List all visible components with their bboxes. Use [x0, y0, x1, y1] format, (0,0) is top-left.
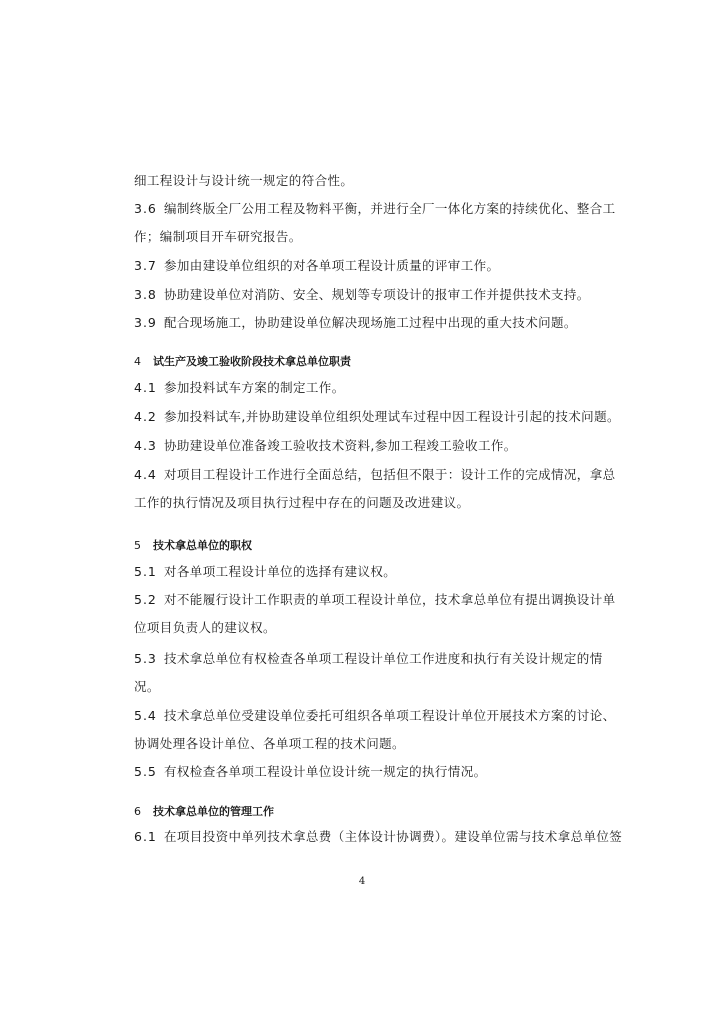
clause-number: 5.2 — [134, 592, 157, 607]
clause-number: 4.4 — [134, 467, 157, 482]
page-number: 4 — [358, 876, 366, 887]
line-text: 细工程设计与设计统一规定的符合性。 — [134, 173, 354, 188]
paragraph-line — [134, 258, 499, 274]
line-text: 参加投料试车方案的制定工作。 — [164, 380, 345, 395]
clause-number: 3.8 — [134, 287, 157, 302]
line-text: 参加由建设单位组织的对各单项工程设计质量的评审工作。 — [164, 258, 500, 273]
section-number: 6 — [134, 805, 141, 818]
paragraph-line — [134, 229, 302, 245]
line-text: 作；编制项目开车研究报告。 — [134, 229, 302, 244]
line-text: 对各单项工程设计单位的选择有建议权。 — [164, 564, 397, 579]
section-title: 技术拿总单位的职权 — [153, 539, 252, 552]
line-text: 协助建设单位对消防、安全、规划等专项设计的报审工作并提供技术支持。 — [164, 287, 590, 302]
paragraph-line — [134, 467, 616, 483]
clause-number: 5.3 — [134, 651, 157, 666]
paragraph-line — [134, 201, 616, 217]
paragraph-line — [134, 592, 616, 608]
section-title: 技术拿总单位的管理工作 — [153, 805, 274, 818]
clause-number: 5.1 — [134, 564, 157, 579]
line-text: 编制终版全厂公用工程及物料平衡，并进行全厂一体化方案的持续优化、整合工 — [164, 201, 616, 216]
section-heading — [134, 539, 252, 553]
clause-number: 3.7 — [134, 258, 157, 273]
line-text: 对不能履行设计工作职责的单项工程设计单位，技术拿总单位有提出调换设计单 — [164, 592, 616, 607]
line-text: 位项目负责人的建议权。 — [134, 620, 276, 635]
clause-number: 5.5 — [134, 764, 157, 779]
paragraph-line — [134, 409, 620, 425]
line-text: 在项目投资中单列技术拿总费（主体设计协调费）。建设单位需与技术拿总单位签 — [164, 829, 623, 844]
line-text: 协调处理各设计单位、各单项工程的技术问题。 — [134, 736, 405, 751]
line-text: 协助建设单位准备竣工验收技术资料,参加工程竣工验收工作。 — [164, 438, 517, 453]
section-heading — [134, 805, 274, 819]
clause-number: 4.3 — [134, 438, 157, 453]
paragraph-line — [134, 651, 603, 667]
clause-number: 5.4 — [134, 708, 157, 723]
paragraph-line — [134, 708, 616, 724]
line-text: 况。 — [134, 679, 160, 694]
line-text: 参加投料试车,并协助建设单位组织处理试车过程中因工程设计引起的技术问题。 — [164, 409, 620, 424]
clause-number: 3.6 — [134, 201, 157, 216]
section-title: 试生产及竣工验收阶段技术拿总单位职责 — [153, 355, 351, 368]
line-text: 技术拿总单位受建设单位委托可组织各单项工程设计单位开展技术方案的讨论、 — [164, 708, 616, 723]
paragraph-line — [134, 620, 276, 636]
line-text: 技术拿总单位有权检查各单项工程设计单位工作进度和执行有关设计规定的情 — [164, 651, 603, 666]
clause-number: 6.1 — [134, 829, 157, 844]
paragraph-line — [134, 764, 487, 780]
paragraph-line — [134, 287, 590, 303]
paragraph-line — [134, 564, 396, 580]
paragraph-line — [134, 315, 577, 331]
line-text: 配合现场施工，协助建设单位解决现场施工过程中出现的重大技术问题。 — [164, 315, 577, 330]
line-text: 有权检查各单项工程设计单位设计统一规定的执行情况。 — [164, 764, 487, 779]
paragraph-line — [134, 438, 517, 454]
line-text: 对项目工程设计工作进行全面总结，包括但不限于：设计工作的完成情况，拿总 — [164, 467, 616, 482]
section-heading — [134, 355, 351, 369]
section-number: 4 — [134, 355, 141, 368]
paragraph-line — [134, 173, 353, 189]
paragraph-line — [134, 736, 405, 752]
section-number: 5 — [134, 539, 141, 552]
clause-number: 4.2 — [134, 409, 157, 424]
paragraph-line — [134, 679, 160, 695]
paragraph-line — [134, 829, 622, 845]
clause-number: 4.1 — [134, 380, 157, 395]
line-text: 工作的执行情况及项目执行过程中存在的问题及改进建议。 — [134, 495, 470, 510]
paragraph-line — [134, 495, 469, 511]
clause-number: 3.9 — [134, 315, 157, 330]
paragraph-line — [134, 380, 345, 396]
